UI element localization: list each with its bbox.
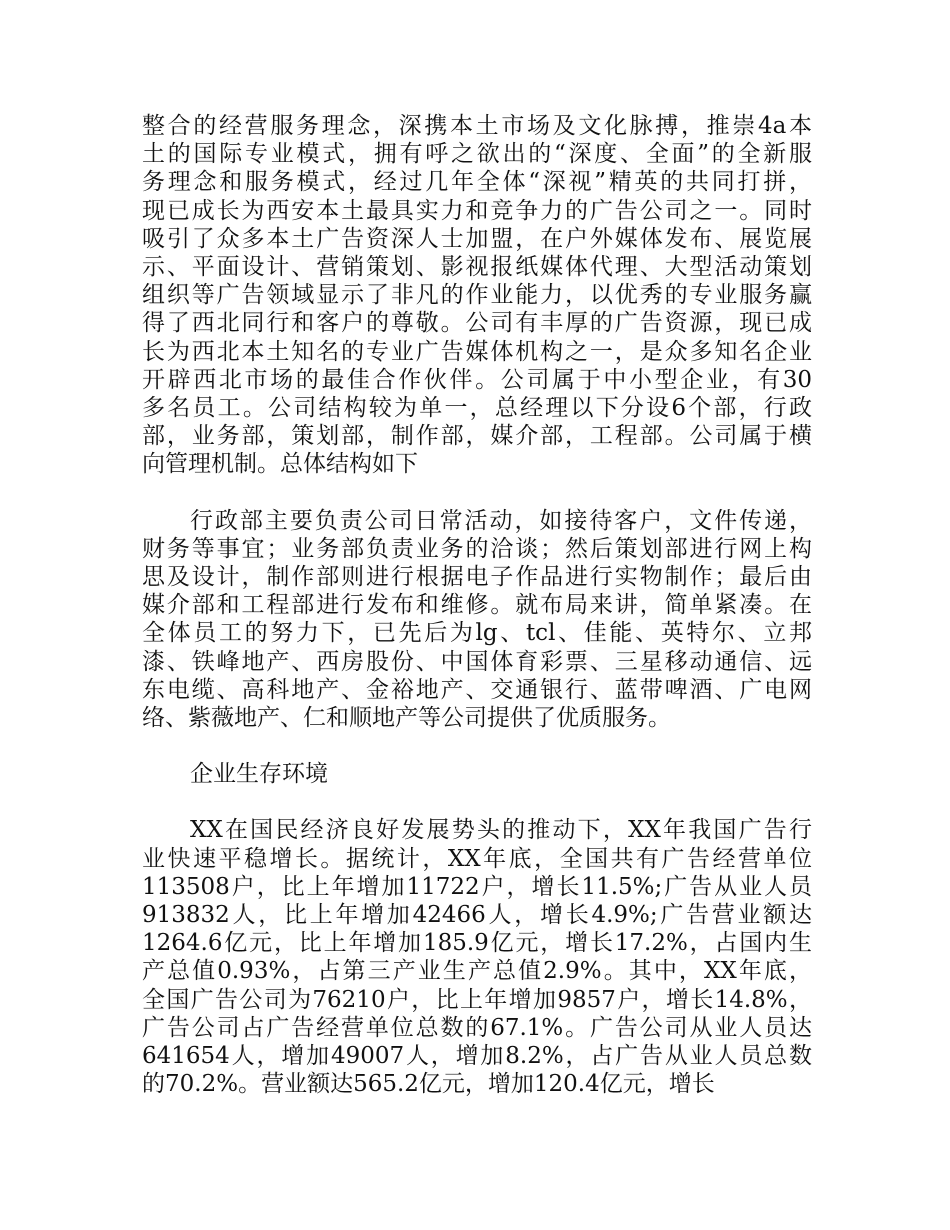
- text-line: 整合的经营服务理念，深携本土市场及文化脉搏，推崇4a本: [142, 113, 812, 139]
- text-line: 土的国际专业模式，拥有呼之欲出的“深度、全面”的全新服: [142, 141, 812, 168]
- text-line: XX在国民经济良好发展势头的推动下，XX年我国广告行: [190, 817, 812, 844]
- text-line: 913832人，比上年增加42466人，增长4.9%;广告营业额达: [142, 902, 812, 929]
- paragraph-spacer: [142, 732, 812, 760]
- text-line: 东电缆、高科地产、金裕地产、交通银行、蓝带啤酒、广电网: [142, 676, 812, 703]
- text-line: 漆、铁峰地产、西房股份、中国体育彩票、三星移动通信、远: [142, 648, 812, 675]
- paragraph-industry-statistics: [142, 816, 812, 1098]
- section-heading: [142, 760, 812, 788]
- text-line: 全国广告公司为76210户，比上年增加9857户，增长14.8%，: [142, 986, 812, 1013]
- text-line: 得了西北同行和客户的尊敬。公司有丰厚的广告资源，现已成: [142, 310, 812, 337]
- text-line: 产总值0.93%，占第三产业生产总值2.9%。其中，XX年底，: [142, 958, 812, 985]
- text-line: 长为西北本土知名的专业广告媒体机构之一，是众多知名企业: [142, 338, 812, 365]
- document-page: [142, 112, 812, 1099]
- text-line: 广告公司占广告经营单位总数的67.1%。广告公司从业人员达: [142, 1014, 812, 1041]
- text-line: 思及设计，制作部则进行根据电子作品进行实物制作；最后由: [142, 564, 812, 591]
- text-line: 财务等事宜；业务部负责业务的洽谈；然后策划部进行网上构: [142, 535, 812, 562]
- text-line: 1264.6亿元，比上年增加185.9亿元，增长17.2%，占国内生: [142, 930, 812, 957]
- text-line: 示、平面设计、营销策划、影视报纸媒体代理、大型活动策划: [142, 254, 812, 281]
- text-line: 的70.2%。营业额达565.2亿元，增加120.4亿元，增长: [142, 1071, 715, 1098]
- text-line: 全体员工的努力下，已先后为lg、tcl、佳能、英特尔、立邦: [142, 620, 812, 647]
- paragraph-company-profile: [142, 112, 812, 479]
- text-line: 现已成长为西安本土最具实力和竞争力的广告公司之一。同时: [142, 197, 812, 224]
- text-line: 向管理机制。总体结构如下: [142, 451, 418, 478]
- text-line: 吸引了众多本土广告资深人士加盟，在户外媒体发布、展览展: [142, 225, 812, 252]
- heading-text: 企业生存环境: [190, 761, 328, 788]
- text-line: 部，业务部，策划部，制作部，媒介部，工程部。公司属于横: [142, 423, 812, 450]
- text-line: 开辟西北市场的最佳合作伙伴。公司属于中小型企业，有30: [142, 366, 812, 393]
- text-line: 113508户，比上年增加11722户，增长11.5%;广告从业人员: [142, 873, 812, 900]
- text-line: 务理念和服务模式，经过几年全体“深视”精英的共同打拼，: [142, 169, 812, 196]
- text-line: 多名员工。公司结构较为单一，总经理以下分设6个部，行政: [142, 395, 812, 422]
- paragraph-spacer: [142, 788, 812, 816]
- paragraph-departments: [142, 507, 812, 733]
- text-line: 组织等广告领域显示了非凡的作业能力，以优秀的专业服务赢: [142, 282, 812, 309]
- text-line: 业快速平稳增长。据统计，XX年底，全国共有广告经营单位: [142, 845, 812, 872]
- paragraph-spacer: [142, 479, 812, 507]
- text-line: 行政部主要负责公司日常活动，如接待客户，文件传递，: [190, 507, 812, 534]
- text-line: 媒介部和工程部进行发布和维修。就布局来讲，简单紧凑。在: [142, 592, 812, 619]
- text-line: 络、紫薇地产、仁和顺地产等公司提供了优质服务。: [142, 705, 671, 732]
- text-line: 641654人，增加49007人，增加8.2%，占广告从业人员总数: [142, 1043, 812, 1070]
